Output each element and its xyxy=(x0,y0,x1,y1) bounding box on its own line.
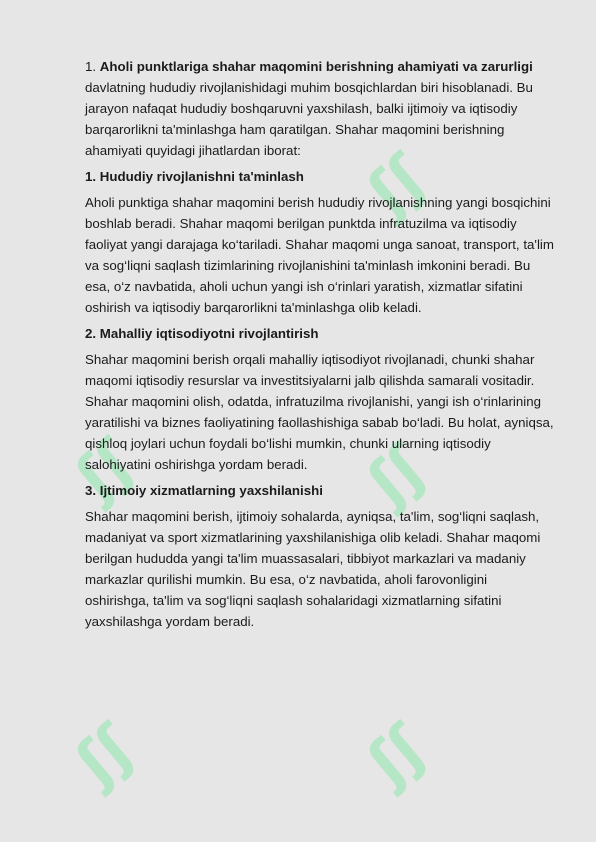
intro-number: 1. xyxy=(85,59,97,74)
intro-title: Aholi punktlariga shahar maqomini berishning ahamiyati va zarurligi xyxy=(99,59,533,74)
watermark-logo-icon: ʃʃ xyxy=(355,712,439,798)
section-paragraph: Shahar maqomini berish, ijtimoiy sohalarda, ayniqsa, ta'lim, sog‘liqni saqlash, madaniyat va sport xizmatlarining yaxshilanishiga olib keladi. Shahar maqomi berilgan hududda yangi ta'lim muassasalari, tibbiyot markazlari va madaniy markazlar qurilishi mumkin. Bu esa, o‘z navbatida, aholi farovonligini oshirishga, ta'lim va sog‘liqni saqlash sohalaridagi xizmatlarning sifatini yaxshilashga yordam beradi. xyxy=(85,509,541,629)
watermark-logo-icon: ʃʃ xyxy=(63,427,147,513)
intro-text: davlatning hududiy rivojlanishidagi muhim bosqichlardan biri hisoblanadi. Bu jarayon nafaqat hududiy boshqaruvni yaxshilash, balki ijtimoiy va iqtisodiy barqarorlikni ta'minlashga ham qaratilgan. Shahar maqomini berishning ahamiyati quyidagi jihatlardan iborat: xyxy=(85,80,533,158)
section-heading: 2. Mahalliy iqtisodiyotni rivojlantirish xyxy=(85,326,319,341)
watermark-logo-icon: ʃʃ xyxy=(355,142,439,228)
document-body xyxy=(85,56,555,637)
watermark-logo-icon: ʃʃ xyxy=(63,712,147,798)
section-heading: 1. Hududiy rivojlanishni ta'minlash xyxy=(85,169,304,184)
section-heading: 3. Ijtimoiy xizmatlarning yaxshilanishi xyxy=(85,483,323,498)
section-paragraph: Aholi punktiga shahar maqomini berish hududiy rivojlanishning yangi bosqichini boshlab beradi. Shahar maqomi berilgan punktda infratuzilma va iqtisodiy faoliyat yangi darajaga ko‘tariladi. Shahar maqomi unga sanoat, transport, ta'lim va sog‘liqni saqlash tizimlarining rivojlanishini ta'minlash imkonini beradi. Bu esa, o‘z navbatida, aholi uchun yangi ish o‘rinlari yaratish, xizmatlar sifatini oshirish va iqtisodiy barqarorlikni ta'minlashga olib keladi. xyxy=(85,195,554,315)
intro-paragraph xyxy=(85,56,555,161)
watermark-logo-icon: ʃʃ xyxy=(355,432,439,518)
section-paragraph: Shahar maqomini berish orqali mahalliy iqtisodiyot rivojlanadi, chunki shahar maqomi iqtisodiy resurslar va investitsiyalarni jalb qilishda samarali vositadir. Shahar maqomini olish, odatda, infratuzilma rivojlanishi, yangi ish o‘rinlarining yaratilishi va biznes faoliyatining faollashishiga sabab bo‘ladi. Bu holat, ayniqsa, qishloq joylari uchun foydali bo‘lishi mumkin, chunki ularning iqtisodiy salohiyatini oshirishga yordam beradi. xyxy=(85,352,554,472)
